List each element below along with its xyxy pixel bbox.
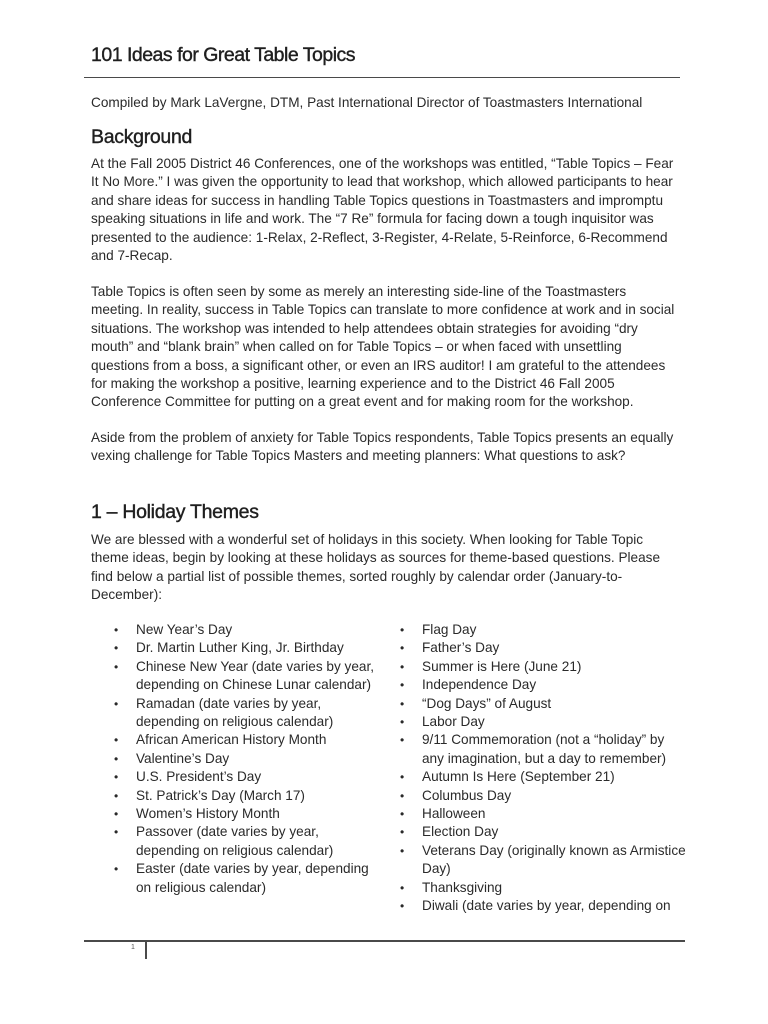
bullet-icon: • <box>400 715 405 730</box>
bullet-icon: • <box>114 751 119 766</box>
list-item: • St. Patrick’s Day (March 17) <box>92 787 382 805</box>
bullet-icon: • <box>114 641 119 656</box>
list-item: • Summer is Here (June 21) <box>378 658 688 676</box>
list-item: • Dr. Martin Luther King, Jr. Birthday <box>92 639 382 657</box>
footer-divider <box>84 940 685 942</box>
list-item: • Columbus Day <box>378 787 688 805</box>
bullet-icon: • <box>114 623 119 637</box>
paragraph-text: We are blessed with a wonderful set of holidays in this society. When looking for Table Topic theme ideas, begin by looking at these holidays as sources for theme-based questions. Please find below a partial list of possible themes, sorted roughly by calendar order (January-to-December): <box>91 532 661 603</box>
list-item: • Easter (date varies by year, depending on religious calendar) <box>114 861 369 895</box>
list-item: • 9/11 Commemoration (not a “holiday” by any imagination, but a day to remember) <box>400 732 667 766</box>
bullet-icon: • <box>400 899 405 914</box>
bullet-icon: • <box>400 825 405 840</box>
footer-marker <box>145 941 147 959</box>
holiday-themes-intro <box>91 531 681 605</box>
list-item: • Labor Day <box>378 713 688 731</box>
author-byline: Compiled by Mark LaVergne, DTM, Past International Director of Toastmasters International <box>91 95 643 110</box>
list-item: • Independence Day <box>378 676 688 694</box>
bullet-icon: • <box>114 825 119 840</box>
bullet-icon: • <box>114 696 119 711</box>
bullet-icon: • <box>400 696 405 711</box>
bullet-icon: • <box>114 807 119 822</box>
bullet-icon: • <box>114 733 119 748</box>
list-item: • “Dog Days” of August <box>378 695 688 713</box>
holiday-list-right <box>378 621 688 916</box>
paragraph-text: At the Fall 2005 District 46 Conferences, one of the workshops was entitled, “Table Topics – Fear It No More.” I was given the opportunity to lead that workshop, which allowed participants to hear and share ideas for success in handling Table Topics questions in Toastmasters and impromptu speaking situations in life and work. The “7 Re” formula for facing down a tough inquisitor was presented to the audience: 1-Relax, 2-Reflect, 3-Register, 4-Relate, 5-Reinforce, 6-Recommend and 7-Recap. <box>91 156 674 264</box>
bullet-icon: • <box>400 733 405 748</box>
list-item: • Veterans Day (originally known as Armistice Day) <box>400 842 686 877</box>
bullet-icon: • <box>114 862 119 877</box>
title-divider <box>84 77 680 78</box>
bullet-icon: • <box>400 678 405 693</box>
bullet-icon: • <box>114 770 119 785</box>
list-item: • Thanksgiving <box>378 879 688 897</box>
document-title: 101 Ideas for Great Table Topics <box>91 44 356 66</box>
list-item: • U.S. President’s Day <box>92 768 382 786</box>
list-item: • Father’s Day <box>378 639 688 657</box>
bullet-icon: • <box>400 788 405 803</box>
background-heading: Background <box>91 126 193 148</box>
background-paragraph-2 <box>91 283 681 412</box>
list-item: • Passover (date varies by year, depending on religious calendar) <box>114 824 334 858</box>
list-item: • Election Day <box>378 823 688 841</box>
list-item: • Flag Day <box>378 621 688 639</box>
list-item: • Women’s History Month <box>92 805 382 823</box>
background-paragraph-1 <box>91 155 681 265</box>
list-item: • Diwali (date varies by year, depending on <box>378 897 688 915</box>
paragraph-text: Table Topics is often seen by some as merely an interesting side-line of the Toastmasters meeting. In reality, success in Table Topics can translate to more confidence at work and in social situations. The workshop was intended to help attendees obtain strategies for avoiding “dry mouth” and “blank brain” when called on for Table Topics – or when faced with unsettling questions from a boss, a significant other, or even an IRS auditor! I am grateful to the attendees for making the workshop a positive, learning experience and to the District 46 Fall 2005 Conference Committee for putting on a great event and for making room for the workshop. <box>91 284 675 410</box>
list-item: • New Year’s Day <box>92 621 382 639</box>
bullet-icon: • <box>400 641 405 656</box>
holiday-themes-heading: 1 – Holiday Themes <box>91 501 259 523</box>
list-item: • Chinese New Year (date varies by year, depending on Chinese Lunar calendar) <box>114 658 375 693</box>
bullet-icon: • <box>114 659 119 674</box>
bullet-icon: • <box>400 770 405 785</box>
bullet-icon: • <box>400 843 405 858</box>
list-item: • Autumn Is Here (September 21) <box>378 768 688 786</box>
list-item: • African American History Month <box>92 731 382 749</box>
list-item: • Ramadan (date varies by year, depending on religious calendar) <box>114 695 334 730</box>
list-item: • Halloween <box>378 805 688 823</box>
background-paragraph-3 <box>91 429 681 466</box>
paragraph-text: Aside from the problem of anxiety for Table Topics respondents, Table Topics presents an equally vexing challenge for Table Topics Masters and meeting planners: What questions to ask? <box>91 430 674 464</box>
holiday-list-left <box>92 621 382 897</box>
list-item: • Valentine’s Day <box>92 750 382 768</box>
page-number: 1 <box>131 944 135 951</box>
bullet-icon: • <box>400 807 405 822</box>
bullet-icon: • <box>400 880 405 895</box>
bullet-icon: • <box>400 659 405 674</box>
bullet-icon: • <box>400 623 405 637</box>
bullet-icon: • <box>114 788 119 803</box>
